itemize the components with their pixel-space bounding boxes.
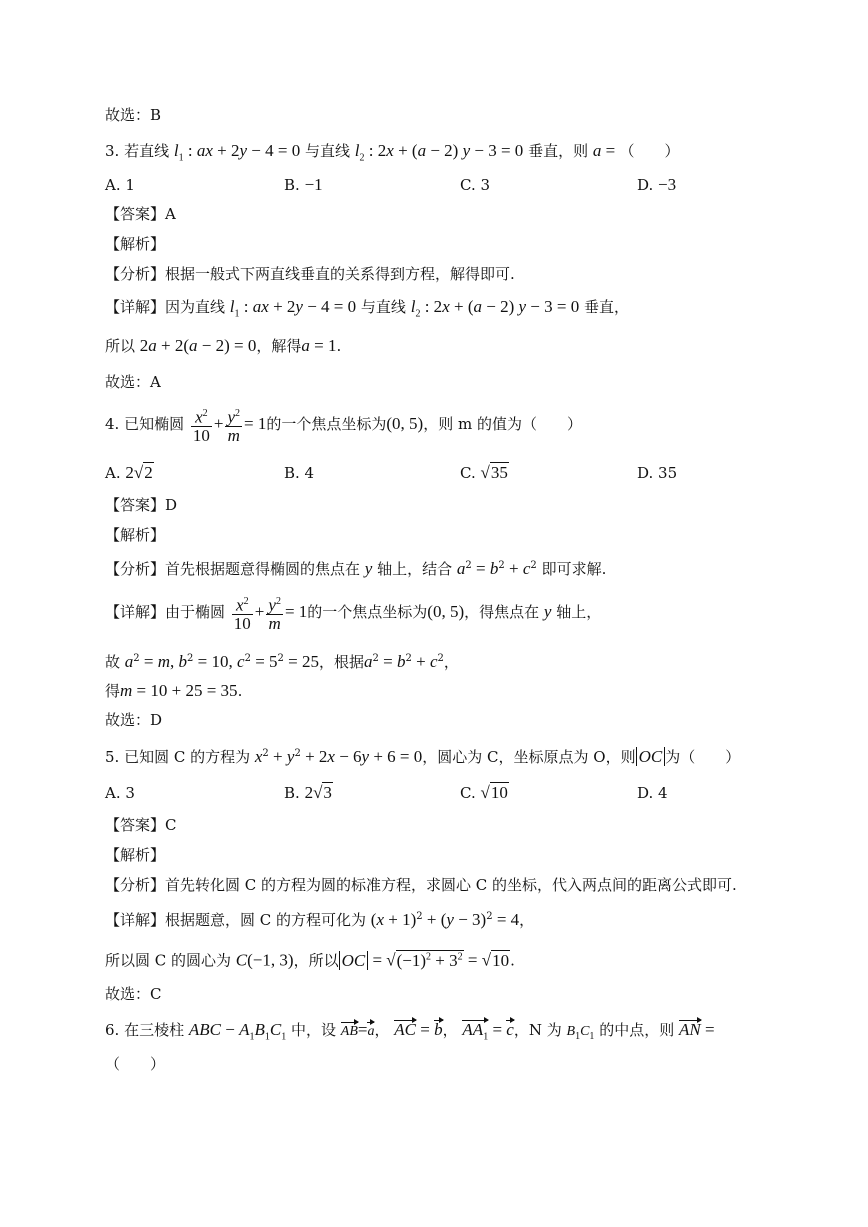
question-5: 5. 已知圆 C 的方程为 $x^2 + y^2 + 2x - 6y + 6 = 0$，圆心为 C，坐标原点为 O，则 OC 为（ ） [105, 747, 741, 766]
q3-therefore: 所以 2a + 2(a − 2) = 0，解得a = 1. [105, 336, 342, 355]
question-3: 3. 若直线 $l_1$ : ax + 2y − 4 = 0 与直线 $l_2$ : 2x + (a − 2) y − 3 = 0 垂直，则 a = （ ） [105, 141, 680, 164]
q5-jiexi: 【解析】 [105, 846, 166, 864]
q3-option-b: B. −1 [284, 175, 323, 194]
q3-detail: 【详解】因为直线 $l_1$ : ax + 2y − 4 = 0 与直线 $l_2$ : 2x + (a − 2) y − 3 = 0 垂直， [105, 297, 630, 320]
q3-option-c: C. 3 [460, 176, 491, 194]
q3-choice: 故选：A [105, 373, 161, 391]
question-6: 6. 在三棱柱 ABC − $A_1B_1C_1$ 中，设 AB=a， AC = b， $AA_1 = c$，N 为 $B_1C_1$ 的中点，则 AN = [105, 1019, 715, 1048]
q5-choice: 故选：C [105, 985, 162, 1003]
q4-option-b: B. 4 [284, 464, 315, 482]
q4-result: 得m = 10 + 25 = 35. [105, 681, 243, 700]
q4-answer: 【答案】D [105, 496, 178, 514]
q4-detail: 【详解】由于椭圆 $\frac{x^2}{10}$ + $\frac{y^2}{m}$ = 1的一个焦点坐标为(0, 5)，得焦点在 y 轴上， [105, 592, 601, 633]
q3-answer: 【答案】A [105, 205, 176, 223]
q5-option-c: C. √10 [460, 783, 508, 802]
q5-center: 所以圆 C 的圆心为 C(−1, 3)，所以 OC = $√(-1)^2 + 3^2 = √10$. [105, 950, 515, 970]
q5-answer: 【答案】C [105, 816, 177, 834]
q4-choice: 故选：D [105, 711, 163, 729]
q6-paren: （ ） [105, 1055, 166, 1073]
question-4: 4. 已知椭圆 $\frac{x^2}{10}$ + $\frac{y^2}{m}$ = 1的一个焦点坐标为(0, 5)，则 m 的值为（ ） [105, 404, 582, 445]
q3-analysis: 【分析】根据一般式下两直线垂直的关系得到方程，解得即可. [105, 265, 515, 283]
q4-option-d: D. 35 [637, 464, 678, 482]
q4-option-c: C. √35 [460, 463, 508, 482]
q3-option-d: D. −3 [637, 175, 677, 194]
q3-option-a: A. 1 [105, 176, 135, 194]
q3-jiexi: 【解析】 [105, 235, 166, 253]
q4-hence: 故 $a^2 = m$, $b^2 = 10$, $c^2 = 5^2 = 25$，根据$a^2 = b^2 + c^2$， [105, 652, 459, 671]
q4-jiexi: 【解析】 [105, 526, 166, 544]
q5-analysis: 【分析】首先转化圆 C 的方程为圆的标准方程，求圆心 C 的坐标，代入两点间的距离公式即可. [105, 876, 737, 894]
q5-option-a: A. 3 [105, 784, 135, 802]
q5-option-d: D. 4 [637, 784, 668, 802]
q5-option-b: B. 2√3 [284, 783, 332, 802]
answer-choice-b: 故选：B [105, 106, 162, 124]
q4-analysis: 【分析】首先根据题意得椭圆的焦点在 y 轴上，结合 $a^2 = b^2 + c^2$ 即可求解. [105, 559, 607, 578]
q5-detail: 【详解】根据题意，圆 C 的方程可化为 $(x + 1)^2 + (y - 3)^2 = 4$， [105, 910, 535, 929]
q4-option-a: A. 2√2 [105, 463, 153, 482]
